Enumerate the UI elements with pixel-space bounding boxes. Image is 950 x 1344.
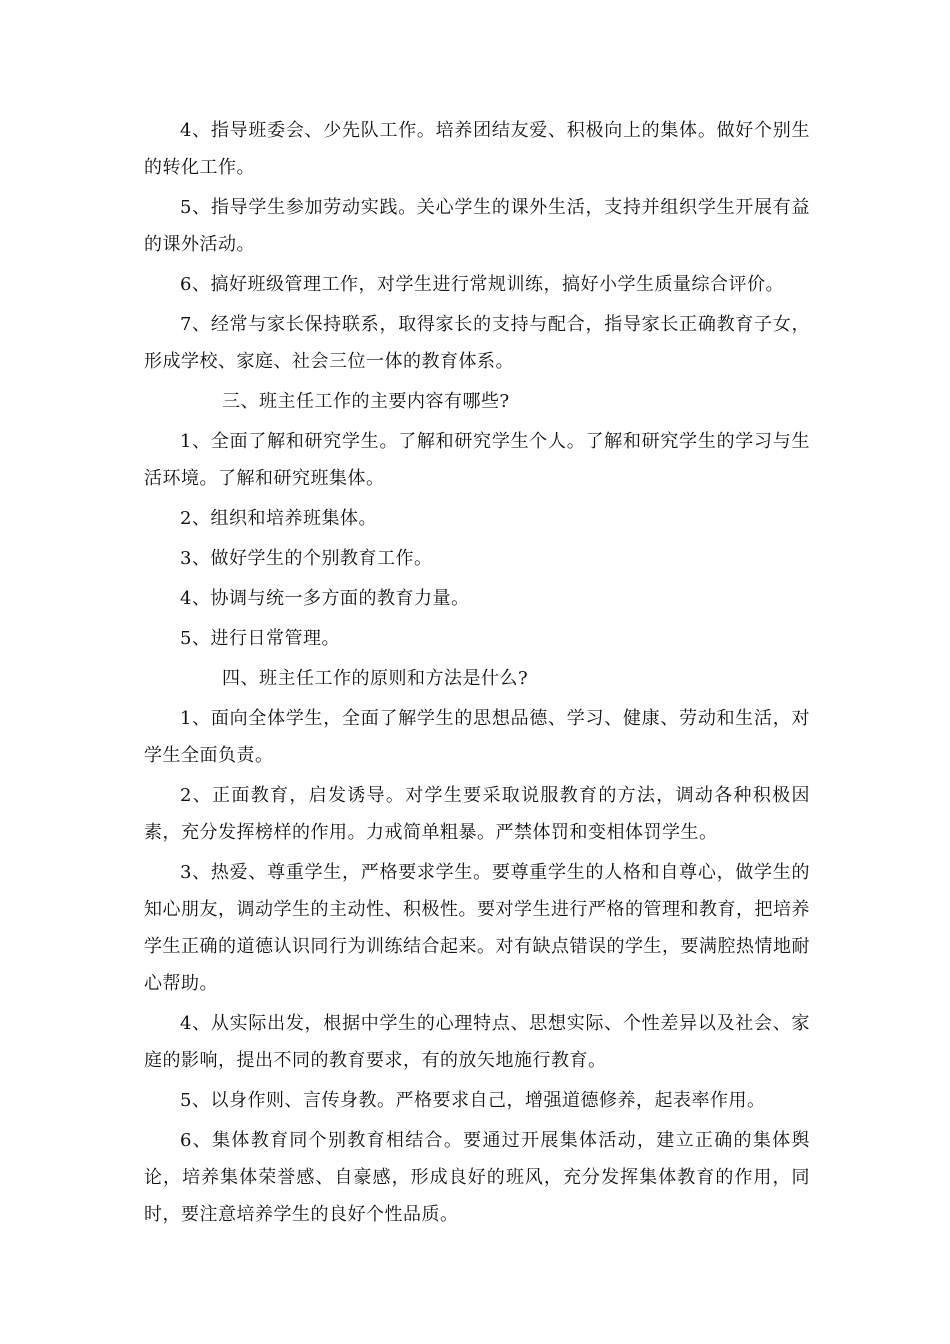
- list-item: 1、面向全体学生，全面了解学生的思想品德、学习、健康、劳动和生活，对学生全面负责。: [144, 708, 810, 766]
- list-item: 5、以身作则、言传身教。严格要求自己，增强道德修养，起表率作用。: [180, 1090, 766, 1111]
- list-item: 4、指导班委会、少先队工作。培养团结友爱、积极向上的集体。做好个别生的转化工作。: [144, 120, 810, 178]
- list-item: 7、经常与家长保持联系，取得家长的支持与配合，指导家长正确教育子女，形成学校、家庭、社会三位一体的教育体系。: [144, 314, 810, 372]
- section-heading: 四、班主任工作的原则和方法是什么?: [222, 668, 529, 689]
- list-item: 6、集体教育同个别教育相结合。要通过开展集体活动，建立正确的集体舆论，培养集体荣誉感、自豪感，形成良好的班风，充分发挥集体教育的作用，同时，要注意培养学生的良好个性品质。: [144, 1130, 810, 1225]
- list-item: 1、全面了解和研究学生。了解和研究学生个人。了解和研究学生的学习与生活环境。了解和研究班集体。: [144, 431, 810, 489]
- list-item: 6、搞好班级管理工作，对学生进行常规训练，搞好小学生质量综合评价。: [180, 274, 784, 295]
- document-body: [144, 112, 810, 1236]
- list-item: 2、正面教育，启发诱导。对学生要采取说服教育的方法，调动各种积极因素，充分发挥榜样的作用。力戒简单粗暴。严禁体罚和变相体罚学生。: [144, 785, 810, 843]
- list-item: 5、指导学生参加劳动实践。关心学生的课外生活，支持并组织学生开展有益的课外活动。: [144, 197, 810, 255]
- list-item: 4、协调与统一多方面的教育力量。: [180, 588, 470, 609]
- list-item: 3、做好学生的个别教育工作。: [180, 548, 433, 569]
- list-item: 5、进行日常管理。: [180, 628, 340, 649]
- list-item: 4、从实际出发，根据中学生的心理特点、思想实际、个性差异以及社会、家庭的影响，提出不同的教育要求，有的放矢地施行教育。: [144, 1013, 810, 1071]
- section-heading: 三、班主任工作的主要内容有哪些?: [222, 391, 510, 412]
- list-item: 2、组织和培养班集体。: [180, 508, 377, 529]
- list-item: 3、热爱、尊重学生，严格要求学生。要尊重学生的人格和自尊心，做学生的知心朋友，调动学生的主动性、积极性。要对学生进行严格的管理和教育，把培养学生正确的道德认识同行为训练结合起来。对有缺点错误的学生，要满腔热情地耐心帮助。: [144, 862, 810, 994]
